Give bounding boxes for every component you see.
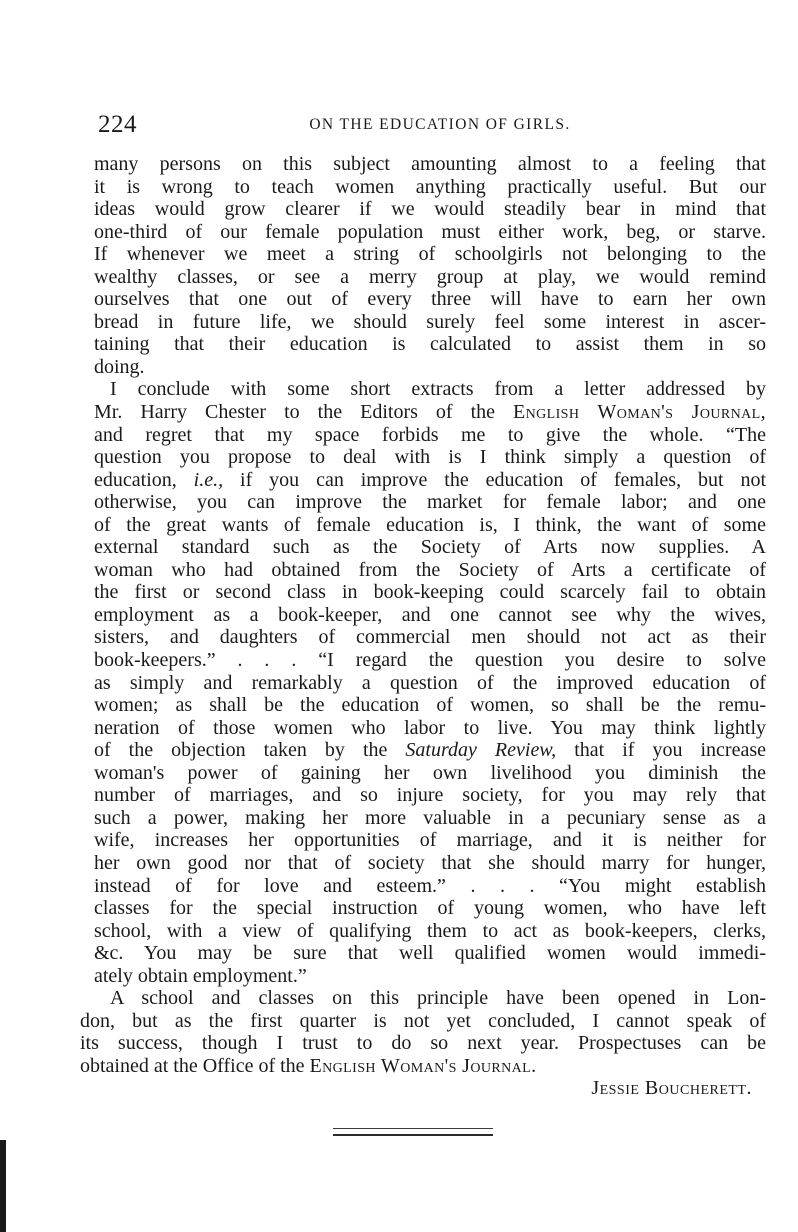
text-run: if you can improve the education of females, but not [223, 468, 767, 491]
text-line: her own good nor that of society that she should marry for hunger, [94, 851, 766, 874]
text-line: woman who had obtained from the Society of Arts a certificate of [94, 558, 766, 581]
paragraph-2 [80, 378, 766, 987]
text-line: number of marriages, and so injure society, for you may rely that [94, 784, 766, 807]
text-line: book-keepers.” . . . “I regard the question you desire to solve [94, 649, 766, 672]
text-line: bread in future life, we should surely feel some interest in ascer- [94, 310, 766, 333]
text-line: as simply and remarkably a question of the improved education of [94, 671, 766, 694]
text-line: one-third of our female population must either work, beg, or starve. [94, 220, 766, 243]
text-run: that if you increase [556, 739, 767, 762]
text-line: many persons on this subject amounting almost to a feeling that [94, 153, 766, 175]
text-run: Mr. Harry Chester to the Editors of the [94, 401, 514, 424]
text-run: education, [94, 468, 194, 491]
text-line: the first or second class in book-keeping could scarcely fail to obtain [94, 581, 766, 604]
body-text [80, 153, 766, 1100]
text-line: ideas would grow clearer if we would steadily bear in mind that [94, 198, 766, 221]
paragraph-1 [80, 153, 766, 378]
text-line: its success, though I trust to do so next year. Prospectuses can be [80, 1032, 766, 1055]
text-line: it is wrong to teach women anything practically useful. But our [94, 175, 766, 198]
text-line: employment as a book-keeper, and one cannot see why the wives, [94, 603, 766, 626]
text-line [80, 469, 766, 492]
text-run: of the objection taken by the [94, 739, 406, 762]
text-line: wealthy classes, or see a merry group at play, we would remind [94, 265, 766, 288]
section-end-rule [333, 1128, 493, 1136]
journal-title: English Woman's Journal, [513, 401, 766, 424]
text-line [80, 1055, 766, 1078]
text-line: sisters, and daughters of commercial men should not act as their [94, 626, 766, 649]
text-line: If whenever we meet a string of schoolgirls not belonging to the [94, 243, 766, 266]
text-line: school, with a view of qualifying them to act as book-keepers, clerks, [94, 919, 766, 942]
italic-abbreviation: i.e., [193, 468, 224, 491]
page-number: 224 [98, 111, 137, 138]
text-line: women; as shall be the education of women, so shall be the remu- [94, 694, 766, 717]
text-line: neration of those women who labor to live. You may think lightly [94, 716, 766, 739]
text-line [80, 401, 766, 424]
text-line: woman's power of gaining her own livelihood you diminish the [94, 761, 766, 784]
text-line: ately obtain employment.” [94, 964, 307, 987]
publication-title: Saturday Review, [405, 739, 557, 762]
text-line: doing. [94, 355, 145, 378]
text-line: instead of for love and esteem.” . . . “You might establish [94, 874, 766, 897]
author-signature: Jessie Boucherett. [591, 1077, 752, 1100]
text-run: obtained at the Office of the [80, 1054, 310, 1077]
text-line: classes for the special instruction of young women, who have left [94, 897, 766, 920]
journal-title: English Woman's Journal. [309, 1054, 537, 1077]
page-header [98, 110, 764, 140]
text-line: A school and classes on this principle have been opened in Lon- [110, 987, 766, 1010]
text-line: question you propose to deal with is I think simply a question of [94, 446, 766, 469]
text-line: &c. You may be sure that well qualified women would immedi- [94, 942, 766, 965]
text-line: such a power, making her more valuable in a pecuniary sense as a [94, 806, 766, 829]
text-line: of the great wants of female education is, I think, the want of some [94, 513, 766, 536]
text-line: taining that their education is calculated to assist them in so [94, 333, 766, 356]
page-edge-mark [0, 1140, 6, 1232]
text-line: ourselves that one out of every three will have to earn her own [94, 288, 766, 311]
text-line: don, but as the first quarter is not yet concluded, I cannot speak of [80, 1009, 766, 1032]
text-line: I conclude with some short extracts from a letter addressed by [110, 378, 766, 401]
paragraph-3 [80, 987, 766, 1077]
text-line: otherwise, you can improve the market for female labor; and one [94, 491, 766, 514]
text-line [80, 739, 766, 762]
text-line: and regret that my space forbids me to give the whole. “The [94, 423, 766, 446]
text-line: external standard such as the Society of Arts now supplies. A [94, 536, 766, 559]
running-title: ON THE EDUCATION OF GIRLS. [309, 116, 571, 133]
text-line: wife, increases her opportunities of marriage, and it is neither for [94, 829, 766, 852]
